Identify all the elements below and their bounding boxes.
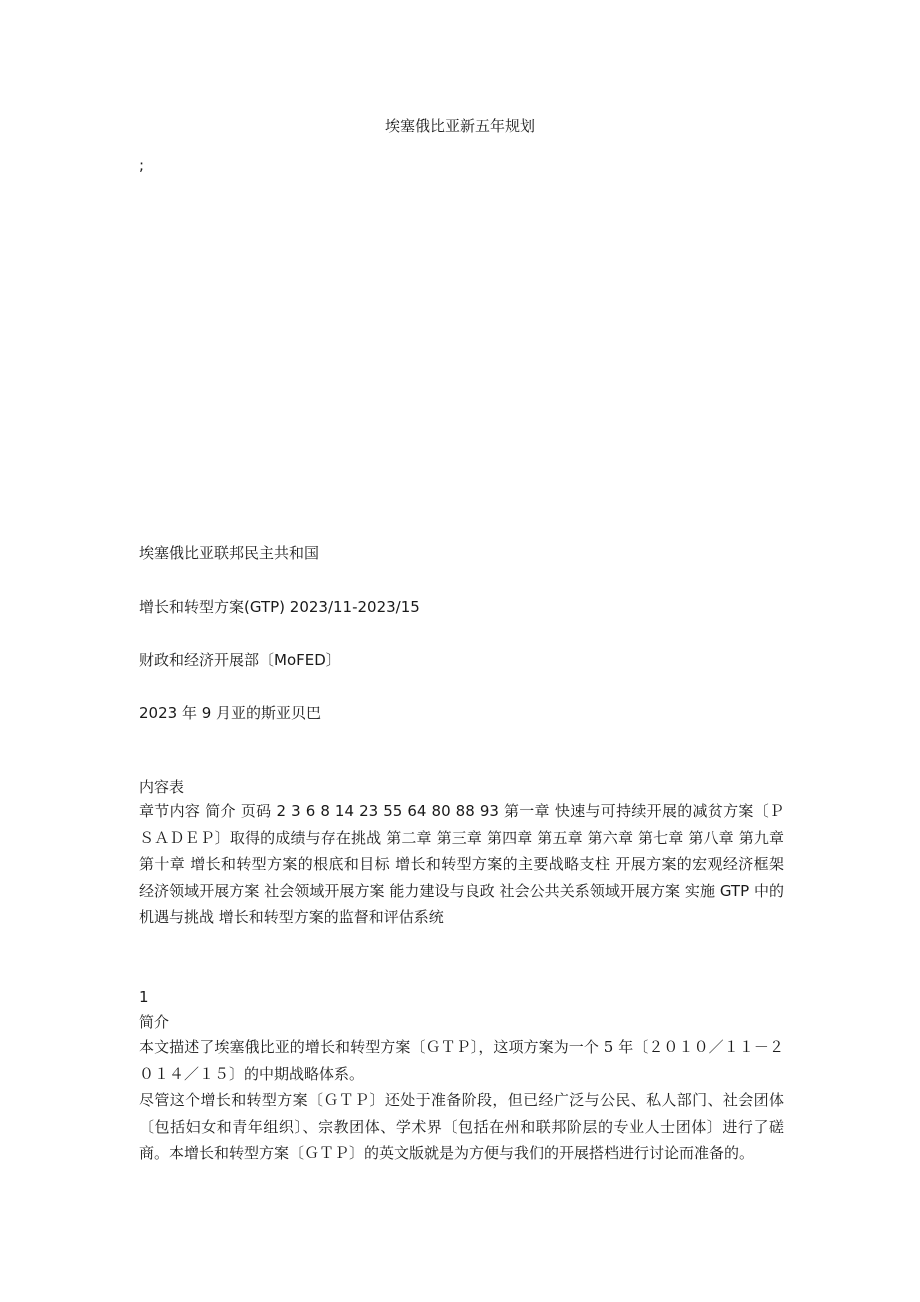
intro-number: 1: [139, 988, 149, 1006]
cover-plan: 增长和转型方案(GTP) 2023/11-2023/15: [139, 598, 420, 616]
toc-body: 章节内容 简介 页码 2 3 6 8 14 23 55 64 80 88 93 第一章 快速与可持续开展的减贫方案〔ＰＳＡＤＥＰ〕取得的成绩与存在挑战 第二章 第三章 第四章 第五章 第六章 第七章 第八章 第九章 第十章 增长和转型方案的根底和目标 增长和转型方案的主要战略支柱 开展方案的宏观经济框架 经济领域开展方案 社会领域开展方案 能力建设与良政 社会公共关系领域开展方案 实施 GTP 中的机遇与挑战 增长和转型方案的监督和评估系统: [139, 802, 784, 926]
intro-paragraph-1: 本文描述了埃塞俄比亚的增长和转型方案〔ＧＴＰ〕，这项方案为一个 5 年〔２０１０／１１－２０１４／１５〕的中期战略体系。: [139, 1038, 784, 1083]
semicolon-mark: ;: [139, 156, 145, 174]
cover-country: 埃塞俄比亚联邦民主共和国: [139, 544, 320, 562]
document-title: 埃塞俄比亚新五年规划: [384, 117, 535, 135]
intro-heading: 简介: [139, 1013, 170, 1031]
cover-ministry: 财政和经济开展部〔MoFED〕: [139, 651, 341, 669]
intro-paragraph-2: 尽管这个增长和转型方案〔ＧＴＰ〕还处于准备阶段，但已经广泛与公民、私人部门、社会团体〔包括妇女和青年组织〕、宗教团体、学术界〔包括在州和联邦阶层的专业人士团体〕进行了磋商。本增长和转型方案〔ＧＴＰ〕的英文版就是为方便与我们的开展搭档进行讨论而准备的。: [139, 1091, 784, 1162]
cover-date: 2023 年 9 月亚的斯亚贝巴: [139, 704, 322, 722]
toc-heading: 内容表: [139, 778, 185, 796]
